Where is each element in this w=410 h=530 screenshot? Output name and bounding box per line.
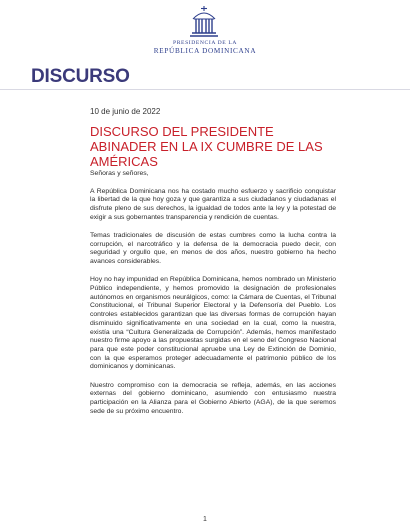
coat-of-arms-icon	[187, 3, 221, 41]
document-date: 10 de junio de 2022	[90, 107, 161, 116]
page-number: 1	[203, 516, 207, 523]
document-title: DISCURSO DEL PRESIDENTE ABINADER EN LA IX CUMBRE DE LAS AMÉRICAS	[90, 124, 323, 169]
paragraph: Temas tradicionales de discusión de estas cumbres como la lucha contra la corrupción, el narcotráfico y la defensa de la democracia puedo decir, con seguridad y orgullo que, en menos de dos años, nuestro gobierno ha hecho avances considerables.	[90, 232, 336, 266]
document-body	[90, 170, 336, 426]
header-divider	[0, 89, 410, 90]
org-name-line2: REPÚBLICA DOMINICANA	[153, 47, 257, 55]
section-label: DISCURSO	[31, 66, 130, 87]
paragraph: A República Dominicana nos ha costado mucho esfuerzo y sacrificio conquistar la libertad de la que hoy goza y que garantiza a sus ciudadanos y ciudadanas el disfrute pleno de sus derechos, la igualdad de todos ante la ley y la potestad de exigir a sus gobernantes transparencia y rendición de cuentas.	[90, 187, 336, 221]
header	[0, 0, 410, 87]
paragraph: Hoy no hay impunidad en República Dominicana, hemos nombrado un Ministerio Público independiente, y hemos promovido la designación de profesionales autónomos en organismos neurálgicos, como: la Cámara de Cuentas, el Tribunal Constitucional, el Tribunal Superior Electoral y la Defensoría del Pueblo. Los controles establecidos garantizan que las diversas formas de corrupción hayan disminuido significativamente en una sociedad en la cual, como la nuestra, existía una “Cultura Generalizada de Corrupción”. Además, hemos manifestado nuestro firme apoyo a las propuestas surgidas en el seno del Congreso Nacional para que este poder constitucional apruebe una Ley de Extinción de Dominio, con la que esperamos proteger adecuadamente el patrimonio público de los dominicanos y dominicanas.	[90, 276, 336, 371]
org-name-line1: PRESIDENCIA DE LA	[173, 40, 237, 46]
paragraph: Nuestro compromiso con la democracia se refleja, además, en las acciones externas del gobierno dominicano, asumiendo con entusiasmo nuestra participación en la Alianza para el Gobierno Abierto (AGA), de la que seremos sede de su próximo encuentro.	[90, 381, 336, 415]
salutation: Señoras y señores,	[90, 170, 149, 177]
